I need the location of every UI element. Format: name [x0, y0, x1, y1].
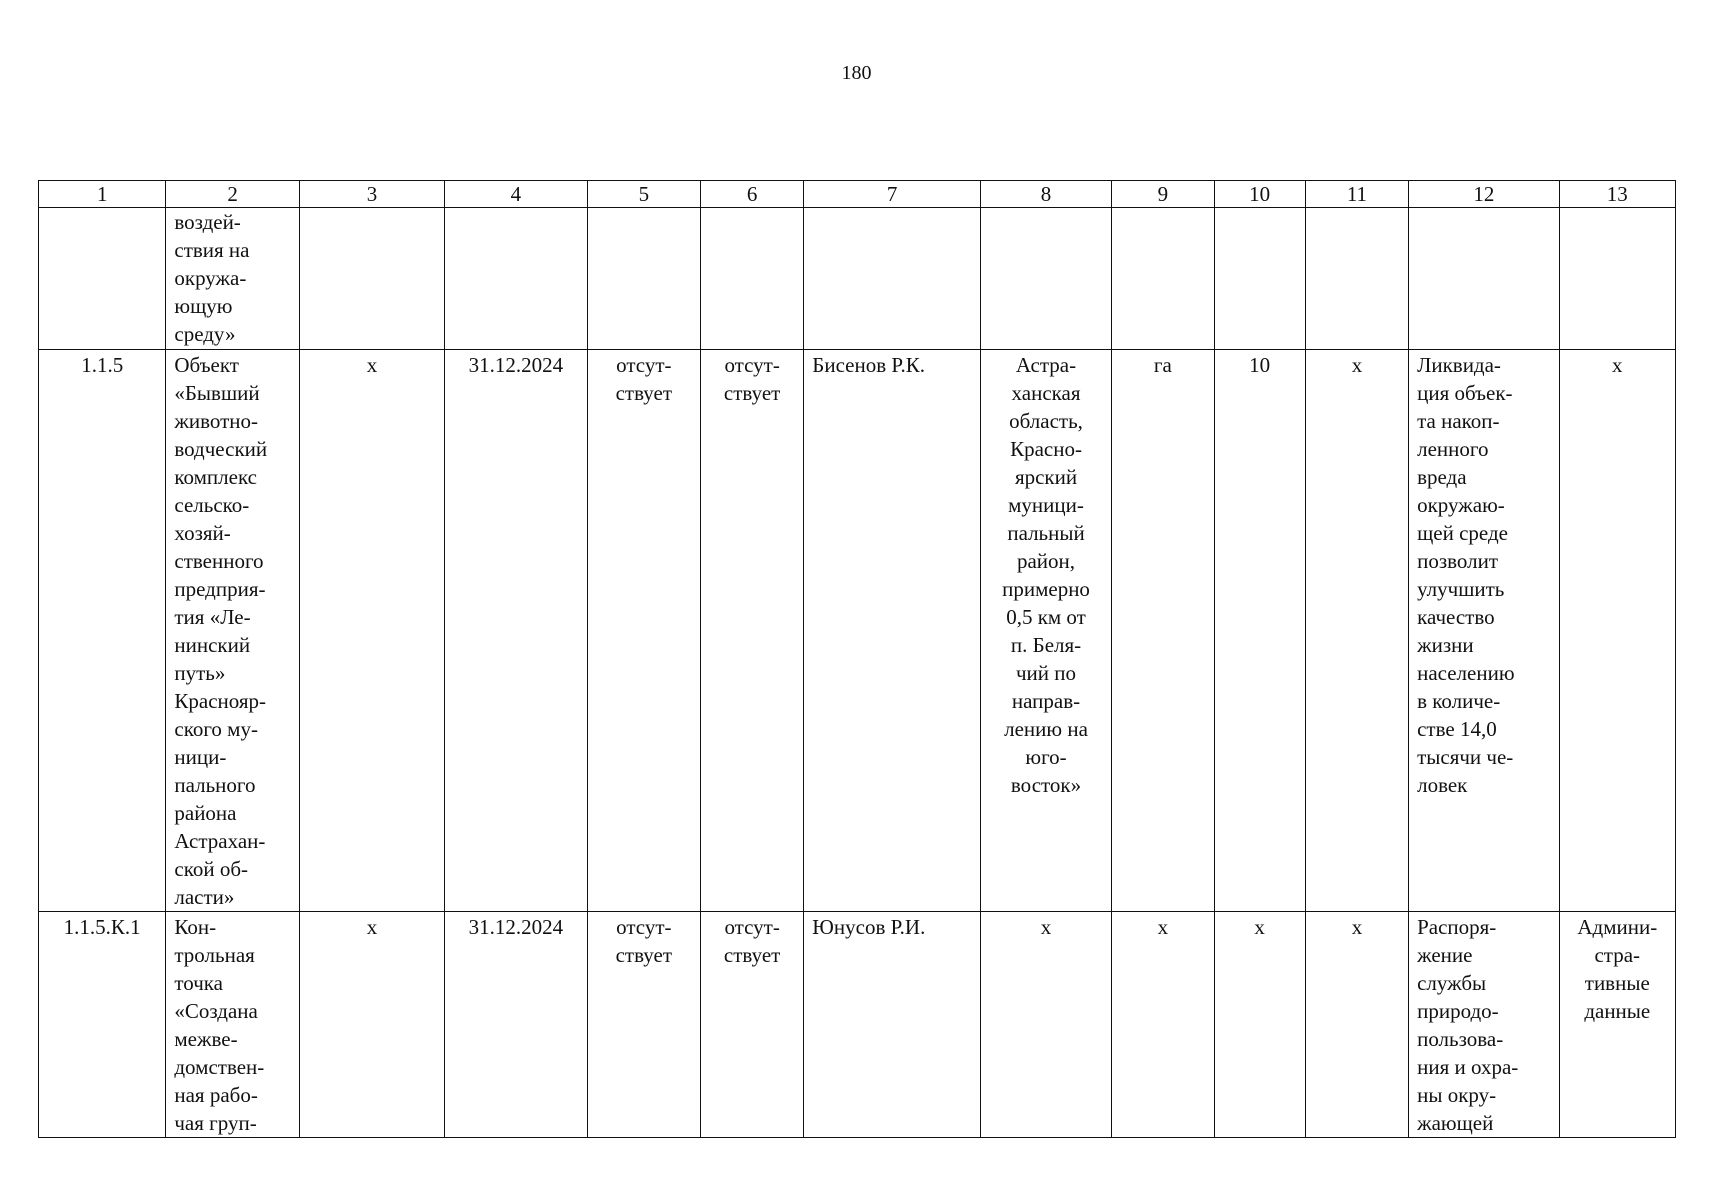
column-number: 1 — [39, 181, 166, 208]
cell-line: ярский — [1014, 465, 1078, 489]
cell-line: х — [1612, 353, 1623, 377]
cell-line: район, — [1016, 549, 1076, 573]
cell-line: направ- — [1011, 689, 1081, 713]
cell-value: х — [1214, 912, 1305, 1138]
cell-col3: х — [299, 350, 444, 912]
cell-line: лению на — [1004, 717, 1088, 741]
cell-line: Красно- — [1010, 437, 1082, 461]
cell-line: «Бывший — [174, 381, 260, 405]
cell-col11: х — [1305, 350, 1408, 912]
cell-col11 — [1305, 208, 1408, 350]
cell-line: в количе- — [1417, 689, 1501, 713]
cell-line: ция объек- — [1417, 381, 1513, 405]
column-number: 2 — [166, 181, 299, 208]
cell-location — [980, 912, 1111, 1138]
cell-line: межве- — [174, 1027, 238, 1051]
cell-line: среду» — [174, 322, 236, 346]
cell-line: область, — [1009, 409, 1083, 433]
cell-responsible: Бисенов Р.К. — [804, 350, 981, 912]
cell-line: улучшить — [1417, 577, 1505, 601]
cell-date: 31.12.2024 — [445, 912, 587, 1138]
page-number: 180 — [841, 62, 872, 84]
cell-line: позволит — [1417, 549, 1499, 573]
cell-line: природо- — [1417, 999, 1499, 1023]
cell-col5 — [587, 208, 700, 350]
column-number: 8 — [980, 181, 1111, 208]
cell-line: данные — [1584, 999, 1651, 1023]
cell-line: тия «Ле- — [174, 605, 251, 629]
cell-line: ловек — [1417, 773, 1468, 797]
cell-line: нинский — [174, 633, 251, 657]
cell-effect — [1409, 350, 1559, 912]
cell-line: ны окру- — [1417, 1083, 1497, 1107]
cell-responsible: Юнусов Р.И. — [804, 912, 981, 1138]
cell-line: Астрахан- — [174, 829, 266, 853]
cell-line: муници- — [1008, 493, 1084, 517]
cell-line: жизни — [1417, 633, 1474, 657]
cell-line: х — [1040, 915, 1052, 939]
column-number: 9 — [1112, 181, 1214, 208]
cell-line: водческий — [174, 437, 268, 461]
cell-line: пального — [174, 773, 256, 797]
cell-line: ници- — [174, 745, 227, 769]
cell-line: чая груп- — [174, 1111, 257, 1135]
cell-line: населению — [1417, 661, 1515, 685]
cell-line: Кон- — [174, 915, 217, 939]
cell-line: восток» — [1010, 773, 1082, 797]
cell-line: та накоп- — [1417, 409, 1500, 433]
cell-line: пальный — [1007, 521, 1085, 545]
cell-line: отсут- — [724, 915, 780, 939]
cell-line: отсут- — [616, 353, 672, 377]
cell-line: комплекс — [174, 465, 257, 489]
column-number: 4 — [445, 181, 587, 208]
cell-line: отсут- — [616, 915, 672, 939]
cell-line: Админи- — [1577, 915, 1658, 939]
cell-value — [1214, 208, 1305, 350]
cell-col3: х — [299, 912, 444, 1138]
cell-line: щей среде — [1417, 521, 1508, 545]
cell-line: ния и охра- — [1417, 1055, 1519, 1079]
table-row — [39, 208, 1676, 350]
cell-line: ствия на — [174, 238, 250, 262]
cell-line: Объект — [174, 353, 239, 377]
cell-line: стве 14,0 — [1417, 717, 1497, 741]
cell-number — [39, 208, 166, 350]
cell-line: ственного — [174, 549, 264, 573]
cell-line: ленного — [1417, 437, 1489, 461]
column-number: 5 — [587, 181, 700, 208]
cell-line: ского му- — [174, 717, 258, 741]
cell-line: жающей — [1417, 1111, 1494, 1135]
cell-col6 — [700, 912, 803, 1138]
cell-line: Распоря- — [1417, 915, 1497, 939]
column-number: 6 — [700, 181, 803, 208]
cell-line: окружаю- — [1417, 493, 1505, 517]
cell-line: ханская — [1011, 381, 1081, 405]
cell-line: чий по — [1016, 661, 1077, 685]
cell-line: трольная — [174, 943, 255, 967]
cell-line: Ликвида- — [1417, 353, 1501, 377]
column-number: 12 — [1409, 181, 1559, 208]
cell-line: сельско- — [174, 493, 250, 517]
cell-source — [1559, 350, 1675, 912]
table-row — [39, 912, 1676, 1138]
cell-line: ствует — [723, 381, 781, 405]
cell-effect — [1409, 912, 1559, 1138]
cell-line: предприя- — [174, 577, 266, 601]
column-number: 3 — [299, 181, 444, 208]
cell-col6 — [700, 350, 803, 912]
cell-line: животно- — [174, 409, 259, 433]
cell-line: ствует — [615, 381, 673, 405]
cell-effect — [1409, 208, 1559, 350]
cell-source — [1559, 912, 1675, 1138]
cell-line: вреда — [1417, 465, 1467, 489]
cell-col3 — [299, 208, 444, 350]
column-number: 7 — [804, 181, 981, 208]
cell-line: хозяй- — [174, 521, 231, 545]
cell-name — [166, 350, 299, 912]
cell-value: 10 — [1214, 350, 1305, 912]
cell-col11: х — [1305, 912, 1408, 1138]
column-number: 10 — [1214, 181, 1305, 208]
cell-line: путь» — [174, 661, 226, 685]
cell-line: примерно — [1002, 577, 1090, 601]
cell-line: ствует — [723, 943, 781, 967]
cell-unit: х — [1112, 912, 1214, 1138]
cell-line: ласти» — [174, 885, 235, 909]
cell-line: ской об- — [174, 857, 248, 881]
cell-line: ствует — [615, 943, 673, 967]
cell-line: отсут- — [724, 353, 780, 377]
cell-line: тивные — [1584, 971, 1650, 995]
cell-line: Краснояр- — [174, 689, 267, 713]
cell-unit: га — [1112, 350, 1214, 912]
cell-line: окружа- — [174, 266, 247, 290]
cell-line: ная рабо- — [174, 1083, 258, 1107]
cell-location — [980, 350, 1111, 912]
cell-line: пользова- — [1417, 1027, 1504, 1051]
cell-line: 0,5 км от — [1006, 605, 1086, 629]
cell-line: п. Беля- — [1010, 633, 1082, 657]
cell-number: 1.1.5 — [39, 350, 166, 912]
cell-col5 — [587, 350, 700, 912]
cell-col6 — [700, 208, 803, 350]
cell-line: «Создана — [174, 999, 258, 1023]
cell-date — [445, 208, 587, 350]
cell-line: стра- — [1594, 943, 1641, 967]
table-header-row — [39, 181, 1676, 208]
table-row — [39, 350, 1676, 912]
cell-line: жение — [1417, 943, 1473, 967]
cell-line: Астра- — [1015, 353, 1077, 377]
cell-line: ющую — [174, 294, 233, 318]
cell-col5 — [587, 912, 700, 1138]
cell-unit — [1112, 208, 1214, 350]
cell-line: домствен- — [174, 1055, 265, 1079]
cell-line: воздей- — [174, 210, 241, 234]
column-number: 13 — [1559, 181, 1675, 208]
cell-date: 31.12.2024 — [445, 350, 587, 912]
column-number: 11 — [1305, 181, 1408, 208]
cell-number: 1.1.5.К.1 — [39, 912, 166, 1138]
cell-line: юго- — [1025, 745, 1067, 769]
cell-source — [1559, 208, 1675, 350]
cell-line: района — [174, 801, 237, 825]
cell-name — [166, 208, 299, 350]
cell-location — [980, 208, 1111, 350]
cell-line: службы — [1417, 971, 1487, 995]
cell-line: тысячи че- — [1417, 745, 1514, 769]
data-table — [38, 180, 1676, 1138]
cell-responsible — [804, 208, 981, 350]
cell-name — [166, 912, 299, 1138]
cell-line: качество — [1417, 605, 1495, 629]
cell-line: точка — [174, 971, 223, 995]
